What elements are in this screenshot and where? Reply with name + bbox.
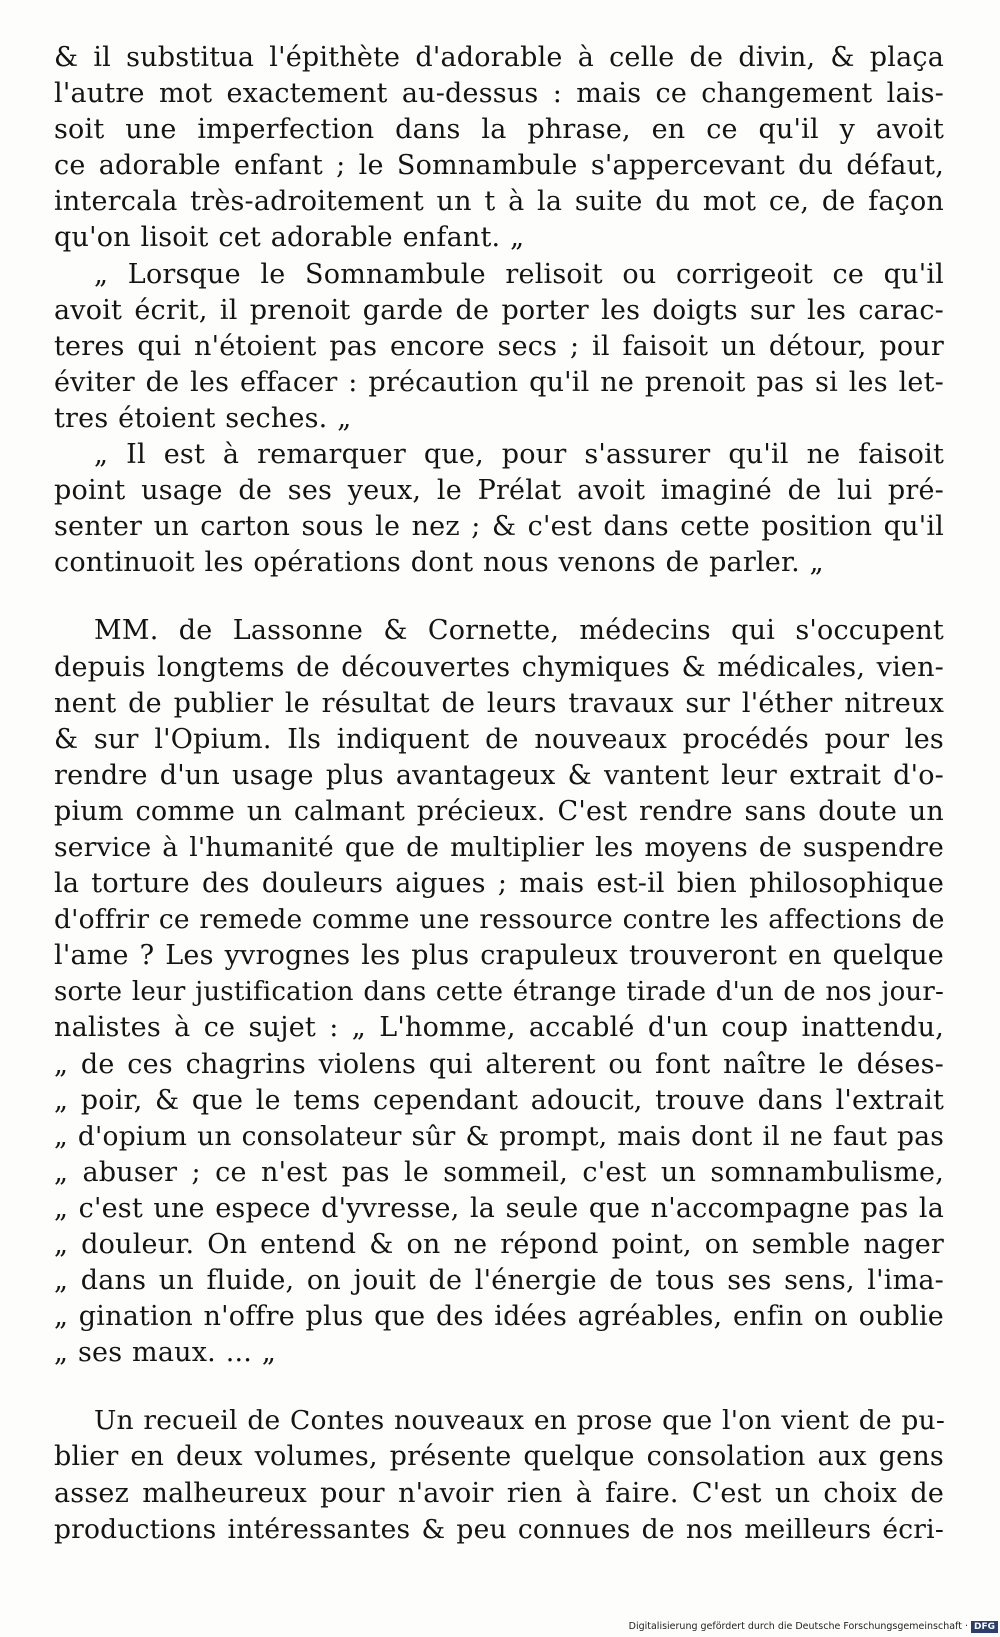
text-line: & il substitua l'épithète d'adorable à celle de divin, & plaça — [54, 42, 944, 73]
text-line: „ d'opium un consolateur sûr & prompt, mais dont il ne faut pas — [54, 1120, 944, 1152]
text-line: productions intéressantes & peu connues de nos meilleurs écri- — [54, 1513, 944, 1545]
text-line: ce adorable enfant ; le Somnambule s'appercevant du défaut, — [54, 150, 944, 182]
text-line: rendre d'un usage plus avantageux & vantent leur extrait d'o- — [54, 759, 944, 791]
text-line: depuis longtems de découvertes chymiques & médicales, vien- — [54, 651, 944, 683]
paragraph-gap — [54, 1371, 944, 1403]
text-line: assez malheureux pour n'avoir rien à faire. C'est un choix de — [54, 1477, 944, 1509]
digitization-credit — [610, 1619, 998, 1635]
text-line: avoit écrit, il prenoit garde de porter les doigts sur les carac- — [54, 294, 944, 326]
body-text — [54, 40, 944, 1548]
text-line: teres qui n'étoient pas encore secs ; il faisoit un détour, pour — [54, 330, 944, 362]
text-line: l'autre mot exactement au-dessus : mais ce changement lais- — [54, 78, 944, 110]
text-line: „ de ces chagrins violens qui alterent ou font naître le déses- — [54, 1048, 944, 1080]
text-line: „ ses maux. ... „ — [54, 1337, 277, 1369]
text-line: soit une imperfection dans la phrase, en ce qu'il y avoit — [54, 114, 944, 146]
dfg-logo: DFG — [971, 1621, 998, 1633]
paragraph-gap — [54, 581, 944, 613]
text-line: tres étoient seches. „ — [54, 402, 352, 434]
text-line: l'ame ? Les yvrognes les plus crapuleux trouveront en quelque — [54, 940, 944, 972]
text-line: pium comme un calmant précieux. C'est rendre sans doute un — [54, 795, 944, 827]
text-line: nalistes à ce sujet : „ L'homme, accablé d'un coup inattendu, — [54, 1012, 944, 1044]
text-line: nent de publier le résultat de leurs travaux sur l'éther nitreux — [54, 687, 944, 719]
text-line: point usage de ses yeux, le Prélat avoit imaginé de lui pré- — [54, 475, 944, 507]
text-line: intercala très-adroitement un t à la suite du mot ce, de façon — [54, 186, 944, 218]
text-line: „ dans un fluide, on jouit de l'énergie de tous ses sens, l'ima- — [54, 1265, 944, 1297]
text-line: qu'on lisoit cet adorable enfant. „ — [54, 222, 525, 254]
text-line: „ douleur. On entend & on ne répond point, on semble nager — [54, 1229, 944, 1260]
text-line: „ Lorsque le Somnambule relisoit ou corrigeoit ce qu'il — [94, 258, 944, 290]
credit-text: Digitalisierung gefördert durch die Deutsche Forschungsgemeinschaft · — [628, 1621, 968, 1632]
text-line: MM. de Lassonne & Cornette, médecins qui s'occupent — [94, 615, 944, 647]
text-line: d'offrir ce remede comme une ressource contre les affections de — [54, 904, 945, 936]
text-line: „ c'est une espece d'yvresse, la seule que n'accompagne pas la — [54, 1192, 944, 1224]
text-line: Un recueil de Contes nouveaux en prose que l'on vient de pu- — [94, 1405, 945, 1437]
text-line: „ gination n'offre plus que des idées agréables, enfin on oublie — [54, 1301, 944, 1333]
text-line: continuoit les opérations dont nous venons de parler. „ — [54, 547, 824, 579]
text-line: „ Il est à remarquer que, pour s'assurer qu'il ne faisoit — [94, 439, 944, 471]
text-line: éviter de les effacer : précaution qu'il ne prenoit pas si les let- — [54, 366, 944, 398]
text-line: sorte leur justification dans cette étrange tirade d'un de nos jour- — [54, 977, 944, 1008]
text-line: senter un carton sous le nez ; & c'est dans cette position qu'il — [54, 511, 944, 543]
text-line: service à l'humanité que de multiplier les moyens de suspendre — [54, 831, 944, 863]
text-line: la torture des douleurs aigues ; mais est-il bien philosophique — [54, 868, 944, 900]
text-line: blier en deux volumes, présente quelque consolation aux gens — [54, 1441, 944, 1473]
text-line: & sur l'Opium. Ils indiquent de nouveaux procédés pour les — [54, 723, 944, 755]
text-line: „ abuser ; ce n'est pas le sommeil, c'est un somnambulisme, — [54, 1156, 944, 1188]
text-line: „ poir, & que le tems cependant adoucit, trouve dans l'extrait — [54, 1084, 944, 1116]
